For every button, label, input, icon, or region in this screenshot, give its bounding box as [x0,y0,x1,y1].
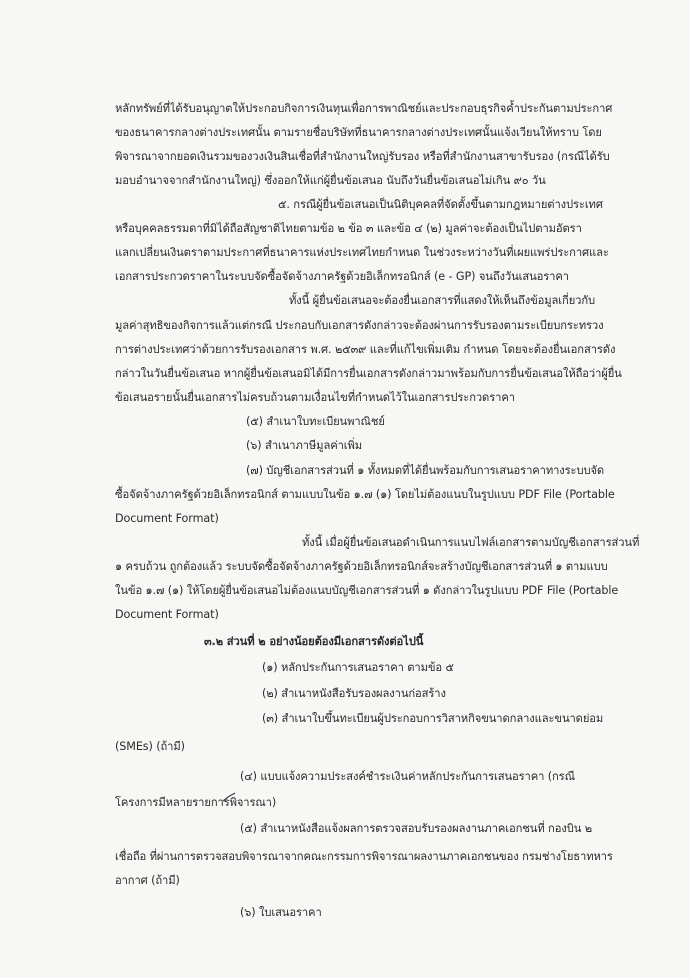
list-item: (๔) แบบแจ้งความประสงค์ชำระเงินค่าหลักประกันการเสนอราคา (กรณี [240,770,575,783]
body-line: มูลค่าสุทธิของกิจการแล้วแต่กรณี ประกอบกับเอกสารดังกล่าวจะต้องผ่านการรับรองตามระเบียบกระทรวง [115,319,604,332]
body-line: หรือบุคคลธรรมดาที่มิได้ถือสัญชาติไทยตามข้อ ๒ ข้อ ๓ และข้อ ๔ (๒) มูลค่าจะต้องเป็นไปตามอัตรา [115,222,582,235]
body-line: เชื่อถือ ที่ผ่านการตรวจสอบพิจารณาจากคณะกรรมการพิจารณาผลงานภาคเอกชนของ กรมช่างโยธาทหาร [115,850,613,863]
list-item: (๑) หลักประกันการเสนอราคา ตามข้อ ๕ [262,661,454,674]
body-line: การต่างประเทศว่าด้วยการรับรองเอกสาร พ.ศ. ๒๕๓๙ และที่แก้ไขเพิ่มเติม กำหนด โดยจะต้องยื่นเอกสารดัง [115,343,616,356]
body-line: ของธนาคารกลางต่างประเทศนั้น ตามรายชื่อบริษัทที่ธนาคารกลางต่างประเทศนั้นแจ้งเวียนให้ทราบ โดย [115,126,602,139]
list-item: (๖) ใบเสนอราคา [240,906,322,919]
body-line: ข้อเสนอรายนั้นยื่นเอกสารไม่ครบถ้วนตามเงื่อนไขที่กำหนดไว้ในเอกสารประกวดราคา [115,391,515,404]
body-line: แลกเปลี่ยนเงินตราตามประกาศที่ธนาคารแห่งประเทศไทยกำหนด ในช่วงระหว่างวันที่เผยแพร่ประกาศและ [115,246,609,259]
pen-tick-mark [222,792,236,804]
list-item: (๕) สำเนาใบทะเบียนพาณิชย์ [246,415,385,428]
body-line: เอกสารประกวดราคาในระบบจัดซื้อจัดจ้างภาครัฐด้วยอิเล็กทรอนิกส์ (e - GP) จนถึงวันเสนอราคา [115,270,569,283]
body-line: ในข้อ ๑.๗ (๑) ให้โดยผู้ยื่นข้อเสนอไม่ต้องแนบบัญชีเอกสารส่วนที่ ๑ ดังกล่าวในรูปแบบ PDF File (Portable [115,584,619,597]
body-line: ซื้อจัดจ้างภาครัฐด้วยอิเล็กทรอนิกส์ ตามแบบในข้อ ๑.๗ (๑) โดยไม่ต้องแนบในรูปแบบ PDF File (Portable [115,488,615,501]
list-item: (๕) สำเนาหนังสือแจ้งผลการตรวจสอบรับรองผลงานภาคเอกชนที่ กองบิน ๒ [240,822,592,835]
body-line: อากาศ (ถ้ามี) [115,874,180,887]
body-line: หลักทรัพย์ที่ได้รับอนุญาตให้ประกอบกิจการเงินทุนเพื่อการพาณิชย์และประกอบธุรกิจค้ำประกันตามประกาศ [115,102,613,115]
list-item: (๗) บัญชีเอกสารส่วนที่ ๑ ทั้งหมดที่ได้ยื่นพร้อมกับการเสนอราคาทางระบบจัด [246,464,605,477]
list-item: (๖) สำเนาภาษีมูลค่าเพิ่ม [246,439,363,452]
body-line: (SMEs) (ถ้ามี) [115,740,185,753]
body-line: พิจารณาจากยอดเงินรวมของวงเงินสินเชื่อที่สำนักงานใหญ่รับรอง หรือที่สำนักงานสาขารับรอง (กรณีได้รับ [115,150,610,163]
list-item: (๒) สำเนาหนังสือรับรองผลงานก่อสร้าง [262,687,446,700]
body-line: Document Format) [115,512,219,525]
body-line: มอบอำนาจจากสำนักงานใหญ่) ซึ่งออกให้แก่ผู้ยื่นข้อเสนอ นับถึงวันยื่นข้อเสนอไม่เกิน ๙๐ วัน [115,174,546,187]
list-item: (๓) สำเนาใบขึ้นทะเบียนผู้ประกอบการวิสาหกิจขนาดกลางและขนาดย่อม [262,712,604,725]
body-line: ทั้งนี้ เมื่อผู้ยื่นข้อเสนอดำเนินการแนบไฟล์เอกสารตามบัญชีเอกสารส่วนที่ [302,536,640,549]
section-heading: ๓.๒ ส่วนที่ ๒ อย่างน้อยต้องมีเอกสารดังต่อไปนี้ [204,635,424,648]
body-line: ทั้งนี้ ผู้ยื่นข้อเสนอจะต้องยื่นเอกสารที่แสดงให้เห็นถึงข้อมูลเกี่ยวกับ [289,294,596,307]
body-line: ๑ ครบถ้วน ถูกต้องแล้ว ระบบจัดซื้อจัดจ้างภาครัฐด้วยอิเล็กทรอนิกส์จะสร้างบัญชีเอกสารส่วนที่ ๑ ตามแบบ [115,560,608,573]
body-line: ๕. กรณีผู้ยื่นข้อเสนอเป็นนิติบุคคลที่จัดตั้งขึ้นตามกฎหมายต่างประเทศ [278,198,603,211]
body-line: โครงการมีหลายรายการพิจารณา) [115,796,277,809]
body-line: กล่าวในวันยื่นข้อเสนอ หากผู้ยื่นข้อเสนอมิได้มีการยื่นเอกสารดังกล่าวมาพร้อมกับการยื่นข้อเสนอให้ถือว่าผู้ยื่น [115,367,622,380]
body-line: Document Format) [115,608,219,621]
